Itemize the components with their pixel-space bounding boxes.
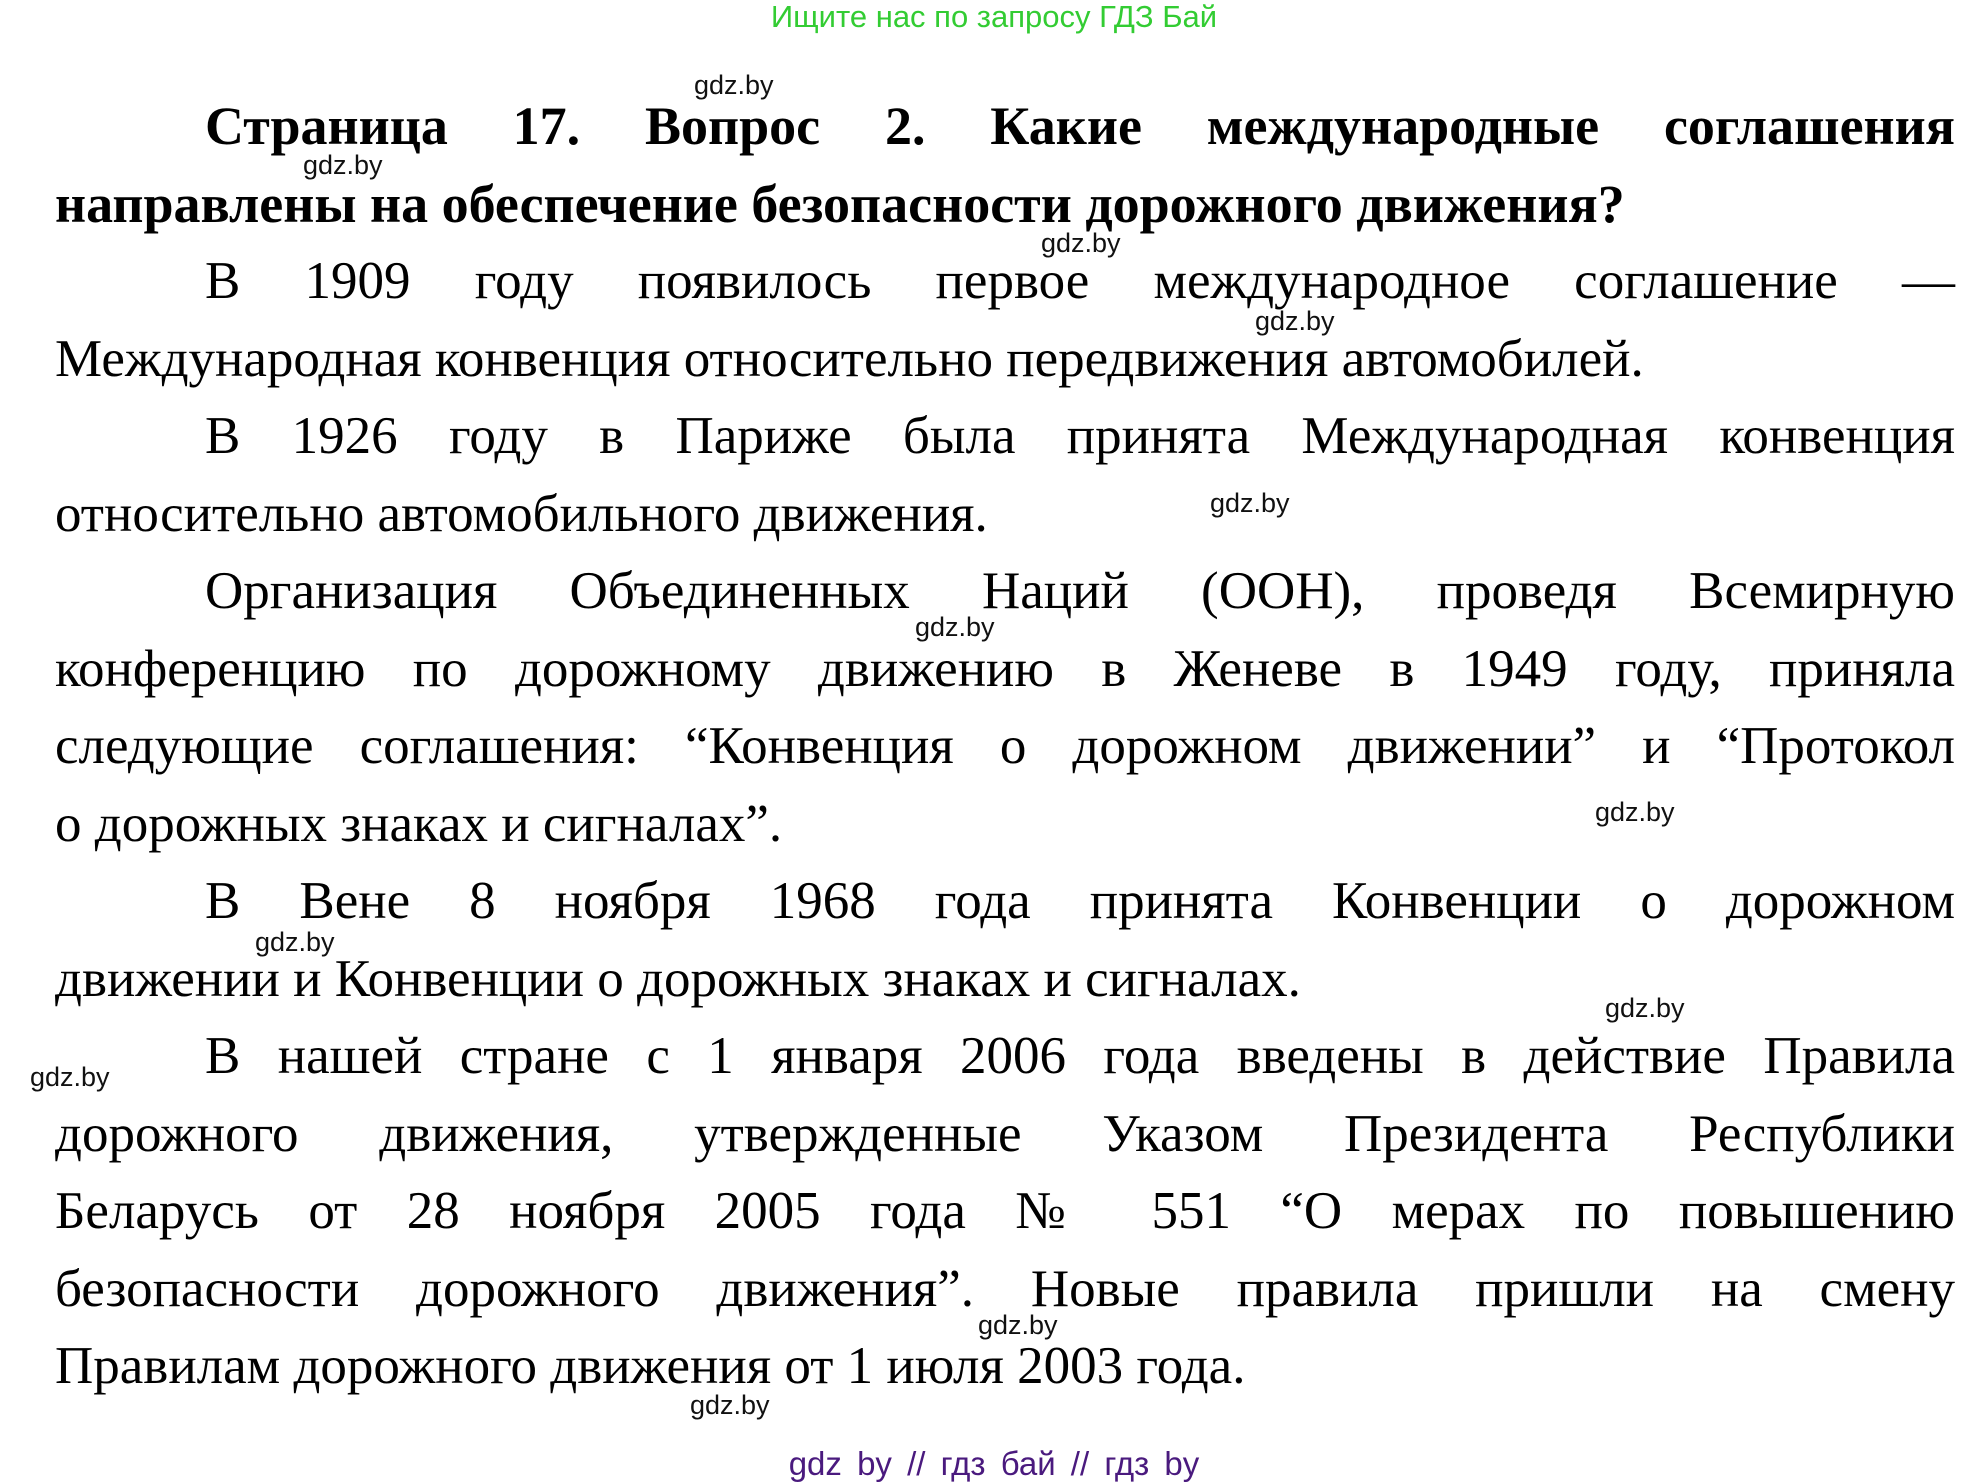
text-line: Правилам дорожного движения от 1 июля 2003 года.: [55, 1337, 1246, 1395]
text-line: конференцию по дорожному движению в Женеве в 1949 году, приняла: [55, 639, 1955, 698]
watermark: gdz.by: [978, 1310, 1058, 1340]
title-line: Страница 17. Вопрос 2. Какие международные соглашения: [205, 96, 1955, 156]
paragraph: [55, 1018, 1955, 1406]
watermark: gdz.by: [30, 1062, 110, 1092]
watermark: gdz.by: [690, 1390, 770, 1420]
text-line: следующие соглашения: “Конвенция о дорожном движении” и “Протокол: [55, 717, 1955, 775]
watermark: gdz.by: [694, 70, 774, 100]
search-banner: Ищите нас по запросу ГДЗ Бай: [770, 0, 1218, 34]
text-line: В 1926 году в Париже была принята Международная конвенция: [205, 407, 1955, 465]
text-line: Организация Объединенных Наций (ООН), проведя Всемирную: [205, 562, 1955, 620]
text-line: о дорожных знаках и сигналах”.: [55, 794, 783, 853]
text-line: Международная конвенция относительно передвижения автомобилей.: [55, 329, 1644, 388]
text-line: дорожного движения, утвержденные Указом Президента Республики: [55, 1104, 1955, 1163]
watermark: gdz.by: [1595, 797, 1675, 827]
watermark: gdz.by: [1041, 228, 1121, 258]
text-line: В 1909 году появилось первое международное соглашение —: [205, 252, 1955, 310]
title-line: направлены на обеспечение безопасности дорожного движения?: [55, 173, 1625, 234]
watermark: gdz.by: [303, 150, 383, 180]
watermark: gdz.by: [1605, 993, 1685, 1023]
text-line: В Вене 8 ноября 1968 года принята Конвенции о дорожном: [205, 872, 1955, 930]
paragraph: [55, 398, 1955, 553]
text-line: В нашей стране с 1 января 2006 года введены в действие Правила: [205, 1027, 1955, 1085]
text-line: относительно автомобильного движения.: [55, 484, 988, 543]
watermark: gdz.by: [255, 927, 335, 957]
text-line: безопасности дорожного движения”. Новые правила пришли на смену: [55, 1259, 1955, 1318]
text-line: движении и Конвенции о дорожных знаках и сигналах.: [55, 949, 1301, 1008]
watermark: gdz.by: [1210, 488, 1290, 518]
document-page: [55, 88, 1955, 1406]
paragraph: [55, 243, 1955, 398]
footer-links: gdz by // гдз бай // гдз by: [788, 1445, 1200, 1482]
watermark: gdz.by: [915, 612, 995, 642]
text-line: Беларусь от 28 ноября 2005 года № 551 “О мерах по повышению: [55, 1182, 1955, 1240]
watermark: gdz.by: [1255, 306, 1335, 336]
